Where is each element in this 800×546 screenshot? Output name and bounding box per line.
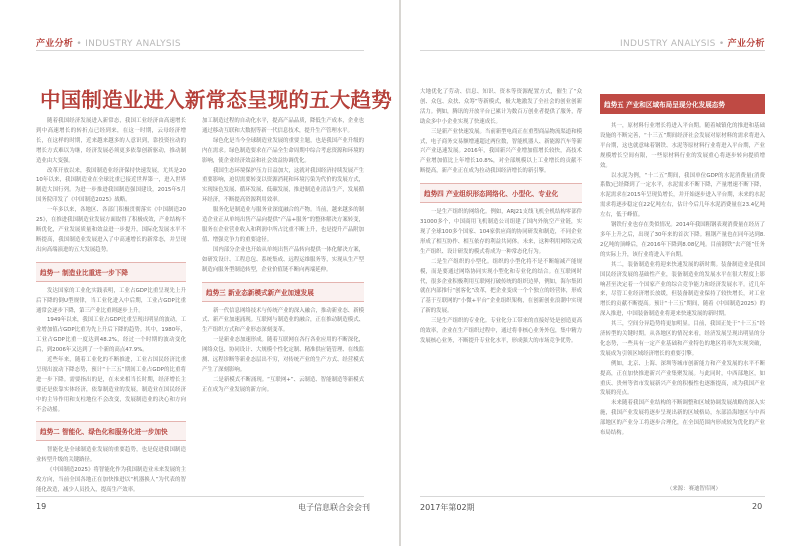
paragraph: 一年多以来，各地区、各部门积极贯彻落实《中国制造2025》，在推进我国制造业发展方面取得了积极成效，产业结构不断优化，产业发展质量和效益进一步提升，国际化发展水平不断提高，我国制造业发展进入了中高速增长的新常态，并呈现出向高端演进的五大发展趋势。	[36, 207, 186, 253]
article-title: 中国制造业进入新常态呈现的五大趋势	[40, 88, 392, 112]
header-left	[36, 36, 181, 49]
right-column-2	[600, 88, 765, 439]
paragraph: 国内部分企业也开始从单纯出售产品转向提供一体化解决方案，如研发设计、工程总包、系统集成、远程运维服务等，实现从生产型制造向服务型制造转型，企业价值链不断向两端延伸。	[202, 246, 364, 273]
section-heading-trend-1: 趋势一 制造业比重进一步下降	[36, 262, 186, 282]
paragraph: 绿色化是当今全球制造业发展的重要主题，也是我国产业升级的内在需求。绿色制造要求在产品全生命周期中综合考虑资源和环境的影响，使企业经济效益和社会效益协调优化。	[202, 137, 364, 164]
paragraph: 以水泥为例，“十二五”期间，我国单位GDP的水泥消费量(消费系数)已经降到了一定水平，水泥需求不断下降，产量增速不断下降，水泥需求在2015年呈现负增长，并开始逐步进入平台期，未来的水泥需求将逐步稳定在22亿吨左右，估计今后几年水泥消费量在23.4亿吨左右，低于峰值。	[600, 172, 765, 219]
page-number-right: 20	[752, 502, 763, 511]
paragraph: 智能化是全球制造业发展的重要趋势，也是促进我国制造业转型升级的关键路径。	[36, 447, 186, 464]
paragraph: 例如，北京、上海、深圳等城市创新能力和产业发展的水平不断提高，正在加快推进新兴产业集聚发展。与此同时，中西部地区，如重庆、贵州等省市发展新兴产业的积极性也逐渐提高，成为我国产业发展的亮点。	[600, 360, 765, 397]
paragraph: 其三，空间分异趋势将更加明显。目前，我国正处于“十三五”经济转型的关键时期。从各地区的情况来看，经济发展呈现出明显的分化态势，一些具有一定产业基础和产业特色的地区将率先实现突破，发展成为引领区域经济增长的重要引擎。	[600, 321, 765, 357]
paragraph: 加工制造过程的自动化水平，提高产品品质，降低生产成本，企业也通过移动互联和大数据等新一代信息技术，提升生产管理水平。	[202, 118, 364, 134]
paragraph: 一是新业态加速形成。随着互联网在各行各业应用的不断深化，网络众包、协同设计、大规模个性化定制、精准供应链管理、在线监测、远程诊断等新业态层出不穷，对传统产业的生产方式、经营模式产生了深刻影响。	[202, 337, 364, 373]
header-right-section: 产业分析	[727, 39, 765, 49]
paragraph: 大地优化了劳动、信息、知识、资本等资源配置方式，催生了“众创、众包、众扶、众筹”等新模式，极大地激发了全社会的创业创新活力。例如，腾讯的开放平台已累计为数百万创业者提供了服务，帮助众多中小企业实现了快速成长。	[420, 89, 582, 125]
right-column-1	[420, 88, 582, 347]
paragraph: 新一代信息网络技术与传统产业的深入融合，推动新业态、新模式、新产业加速涌现。互联网与制造业的融合，正在推动制造模式、生产组织方式和产业形态深刻变革。	[202, 307, 364, 334]
paragraph: 其二，装备制造业将迎来快速发展的新时期。装备制造业是我国国民经济发展的基础性产业，装备制造业的发展水平在很大程度上影响甚至决定着一个国家产业的综合竞争能力和经济发展水平。近几年来，尽管工业经济增长放缓，但装备制造业保持了较快增长，对工业增长的贡献不断提高。预计“十三五”期间，随着《中国制造2025》的深入推进，中国装备制造业将迎来快速发展的新时期。	[600, 261, 765, 318]
page-number-left: 19	[36, 502, 47, 511]
header-left-english: INDUSTRY ANALYSIS	[85, 39, 181, 49]
paragraph: 发达国家的工业化实践表明，工业占GDP比重呈现先上升后下降的倒U型规律，当工业化进入中后期，工业占GDP比重通常会逐步下降，第三产业比重则逐步上升。	[36, 287, 186, 314]
header-left-rule	[36, 50, 364, 51]
source-footnote: （来源：赛迪智库网）	[667, 486, 721, 492]
paragraph: 钢铁行业也存在类似情况。2014年我国粗钢表观消费量在经历了多年上升之后，出现了30年来的首次下降。粗钢产量也在同年达到8.2亿吨的顶峰后，在2016年下降到8.08亿吨。目前钢铁“去产能”任务的实际上升，该行业将进入平台期。	[600, 222, 765, 258]
section-heading-trend-5: 趋势五 产业和区域布局呈现分化发展态势	[600, 94, 765, 114]
section-heading-trend-3: 趋势三 新业态新模式新产业加速发展	[202, 282, 364, 302]
section-heading-trend-4: 趋势四 产业组织形态网络化、小型化、专业化	[420, 183, 582, 203]
paragraph: 我国生态环境保护压力日益加大，这就对我国经济持续发展产生重要影响，迫切需要转变以资源消耗和环境污染为代价的发展方式，实现绿色发展、循环发展、低碳发展，推进制造业清洁生产，发展循环经济，不断提高资源利用效率。	[202, 167, 364, 204]
section-heading-trend-2: 趋势二 智能化、绿色化和服务化进一步加快	[36, 421, 186, 441]
paragraph: 1949年以来，我国工业占GDP比重呈现出明显的波动，工业增加值占GDP比重为先上升后下降的趋势。其中，1980年，工业占GDP比重一度达到48.2%，经过一个时期的波动变化后，到2006年又达到了一个新的高点47.9%。	[36, 317, 186, 354]
paragraph: 《中国制造2025》将智能化作为我国制造业未来发展的主攻方向，当前全国各地正在加快推进以“机器换人”为代表的智能化改造，减少人员投入，提高生产效率。	[36, 467, 186, 494]
footer-left-rule	[36, 496, 364, 497]
paragraph: 未来随着我国产业结构的不断调整和区域协调发展战略的深入实施，我国产业发展将逐步呈现出新的区域格局，东部沿海地区与中西部地区的产业分工将逐步合理化，在全国范围内形成较为优化的产业布局结构。	[600, 400, 765, 437]
magazine-name: 电子信息联合会会刊	[298, 503, 370, 512]
paragraph: 二是新模式不断涌现。“互联网+”、云制造、智能制造等新模式正在成为产业发展的新方向。	[202, 376, 364, 393]
header-right-rule	[420, 50, 765, 51]
paragraph: 其一，原材料行业增长将进入平台期。随着城镇化的推进和基础设施的不断完善，“十三五”期间经济社会发展对原材料的需求将进入平台期，这也就意味着钢铁、水泥等原材料行业将进入平台期，产业规模增长空间有限，一些原材料行业的发展重心将逐步转向提质增效。	[600, 123, 765, 169]
header-right	[620, 36, 765, 49]
footer-right-rule	[420, 496, 765, 497]
header-left-section: 产业分析	[36, 39, 74, 49]
header-left-separator: •	[76, 39, 82, 49]
paragraph: 一是生产组织的网络化。例如，ARJ21支线飞机全机结构零部件31000多个，中国商用飞机制造公司组建了国内外航空产业链，实现了全球100多个国家、104家供应商的协同研发和制造，不同企业形成了相互协作、相互依存的利益共同体。未来，这种利用网络完成生产组织、设计研发的模式将成为一种常态化行为。	[420, 209, 582, 255]
issue-label: 2017年第02期	[420, 503, 475, 512]
paragraph: 二是生产组织的小型化。组织的小型化将不是不断缩减产能规模，而是要通过网络协同实现小型化和专业化的结合。在互联网时代，很多企业积极利用互联网打破传统的组织边界，例如，海尔集团就在内部推行“创客化”改革，把企业变成一个个独立的经营体，形成了基于互联网的“小微+平台”企业组织架构，在创新创业浪潮中实现了新的发展。	[420, 258, 582, 315]
paragraph: 服务化是制造业与服务业深度融合的产物。当前，越来越多的制造企业正从单纯出售产品向提供“产品+服务”的整体解决方案转变，服务在企业营业收入和利润中所占比重不断上升，也是提升产品附加值、增强竞争力的重要途径。	[202, 207, 364, 243]
left-column-1	[36, 117, 186, 496]
header-right-english: INDUSTRY ANALYSIS	[620, 39, 716, 49]
paragraph: 三是新产业快速发展。当前新型电商正在重塑商品物流渠道和模式，电子商务交易额增速超过两位数，智能机器人、新能源汽车等新兴产业迅速发展。2016年，我国新兴产业增加值增长较快，高技术产业增加值比上年增长10.8%，对全部规模以上工业增长的贡献不断提高，新产业正在成为拉动我国经济增长的新引擎。	[420, 128, 582, 175]
left-column-2	[202, 117, 364, 396]
paragraph: 三是生产组织的专业化。专业化分工带来的直接好处是创造更高的效率，企业在生产组织过程中，通过将非核心业务外包，集中精力发展核心业务，不断提升专业化水平，形成强大的市场竞争优势。	[420, 318, 582, 344]
paragraph: 随着我国经济发展进入新常态，我国工业经济由高速增长到中高速增长的转折点已经到来，在这一时期，云母经济增长，在这样的时期，近来越来越多的人意识到，靠投资拉动的增长方式难以为继，经济发展必须更多依靠创新驱动，推动制造业由大变强。	[36, 118, 186, 164]
paragraph: 改革开放以来，我国制造业经济保持快速发展，尤其是2010年以来，我国制造业在全球比重已接近世界第一，进入世界制造大国行列。为进一步推进我国制造强国建设，2015年5月国务院印发了《中国制造2025》战略。	[36, 167, 186, 204]
header-right-separator: •	[718, 39, 725, 49]
paragraph: 近些年来，随着工业化的不断推进，工业占国民经济比重呈现出波动下降态势，预计“十三五”期间工业占GDP的比重将进一步下降。需要指出的是，在未来相当长时期，经济增长主要还是依靠实体经济，依靠制造业的发展，制造业在国民经济中的主导作用和支柱地位不会改变，发展制造业的决心和方向不会动摇。	[36, 357, 186, 413]
